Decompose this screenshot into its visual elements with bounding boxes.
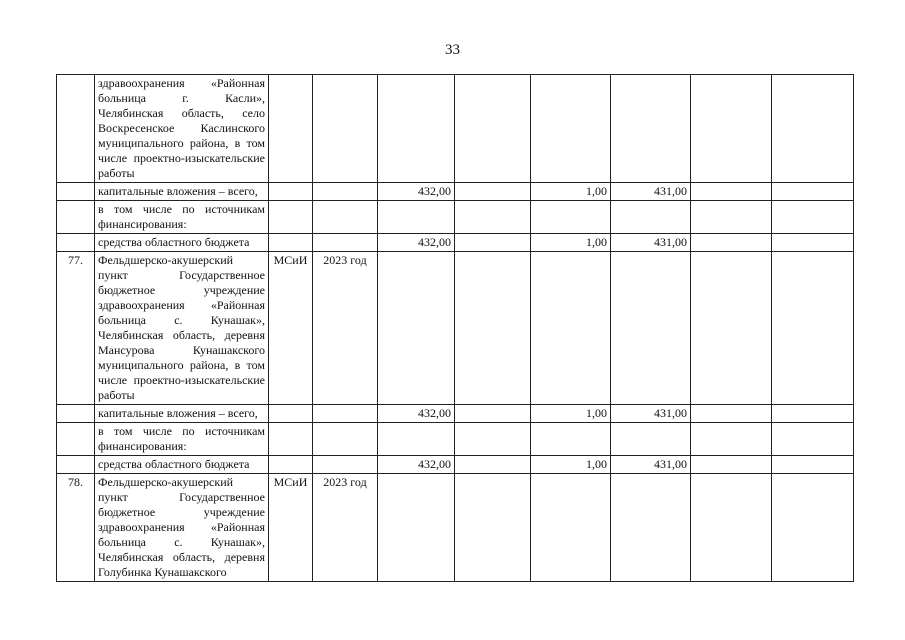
amount-col-6-cell: [611, 252, 691, 405]
amount-col-8-cell: [772, 474, 854, 582]
table-row: [57, 201, 854, 234]
responsible-org-cell: [269, 456, 313, 474]
year-cell: [313, 183, 378, 201]
amount-col-6-cell: 431,00: [611, 456, 691, 474]
row-number-cell: [57, 201, 95, 234]
object-name-cell: средства областного бюджета: [95, 234, 269, 252]
year-cell: [313, 75, 378, 183]
total-amount-cell: [378, 252, 455, 405]
table-row: [57, 474, 854, 582]
amount-col-6-cell: [611, 423, 691, 456]
page-number: 33: [445, 42, 460, 58]
amount-col-7-cell: [691, 474, 772, 582]
total-amount-cell: [378, 474, 455, 582]
responsible-org-cell: [269, 183, 313, 201]
amount-col-5-cell: 1,00: [531, 234, 611, 252]
amount-col-4-cell: [455, 456, 531, 474]
amount-col-7-cell: [691, 405, 772, 423]
table-body: [57, 75, 854, 582]
total-amount-cell: [378, 75, 455, 183]
amount-col-6-cell: [611, 201, 691, 234]
amount-col-8-cell: [772, 456, 854, 474]
amount-col-7-cell: [691, 456, 772, 474]
row-number-cell: [57, 405, 95, 423]
amount-col-4-cell: [455, 234, 531, 252]
amount-col-5-cell: [531, 423, 611, 456]
total-amount-cell: 432,00: [378, 456, 455, 474]
row-number-cell: 78.: [57, 474, 95, 582]
year-cell: [313, 423, 378, 456]
year-cell: [313, 405, 378, 423]
amount-col-7-cell: [691, 75, 772, 183]
object-name-cell: средства областного бюджета: [95, 456, 269, 474]
amount-col-4-cell: [455, 75, 531, 183]
amount-col-7-cell: [691, 423, 772, 456]
amount-col-5-cell: [531, 75, 611, 183]
amount-col-5-cell: 1,00: [531, 456, 611, 474]
amount-col-8-cell: [772, 423, 854, 456]
amount-col-4-cell: [455, 183, 531, 201]
row-number-cell: [57, 75, 95, 183]
total-amount-cell: 432,00: [378, 234, 455, 252]
object-name-cell: Фельдшерско-акушерский пункт Государственное бюджетное учреждение здравоохранения «Районная больница с. Кунашак», Челябинская область, деревня Мансурова Кунашакского муниципального района, в том числе проектно-изыскательские работы: [95, 252, 269, 405]
row-number-cell: 77.: [57, 252, 95, 405]
amount-col-5-cell: [531, 474, 611, 582]
responsible-org-cell: МСиИ: [269, 474, 313, 582]
row-number-cell: [57, 456, 95, 474]
amount-col-7-cell: [691, 201, 772, 234]
amount-col-4-cell: [455, 201, 531, 234]
total-amount-cell: 432,00: [378, 183, 455, 201]
amount-col-6-cell: [611, 474, 691, 582]
amount-col-8-cell: [772, 234, 854, 252]
amount-col-5-cell: [531, 201, 611, 234]
amount-col-6-cell: 431,00: [611, 183, 691, 201]
amount-col-8-cell: [772, 183, 854, 201]
object-name-cell: в том числе по источникам финансирования:: [95, 423, 269, 456]
row-number-cell: [57, 423, 95, 456]
table-row: [57, 456, 854, 474]
responsible-org-cell: [269, 423, 313, 456]
amount-col-8-cell: [772, 75, 854, 183]
amount-col-4-cell: [455, 252, 531, 405]
amount-col-7-cell: [691, 234, 772, 252]
responsible-org-cell: [269, 405, 313, 423]
amount-col-7-cell: [691, 252, 772, 405]
total-amount-cell: [378, 201, 455, 234]
table-row: [57, 423, 854, 456]
amount-col-7-cell: [691, 183, 772, 201]
year-cell: [313, 201, 378, 234]
amount-col-4-cell: [455, 423, 531, 456]
table-row: [57, 75, 854, 183]
amount-col-6-cell: 431,00: [611, 234, 691, 252]
amount-col-5-cell: 1,00: [531, 405, 611, 423]
amount-col-8-cell: [772, 201, 854, 234]
object-name-cell: капитальные вложения – всего,: [95, 183, 269, 201]
amount-col-4-cell: [455, 405, 531, 423]
responsible-org-cell: МСиИ: [269, 252, 313, 405]
total-amount-cell: [378, 423, 455, 456]
amount-col-4-cell: [455, 474, 531, 582]
amount-col-5-cell: [531, 252, 611, 405]
object-name-cell: в том числе по источникам финансирования:: [95, 201, 269, 234]
table-row: [57, 183, 854, 201]
total-amount-cell: 432,00: [378, 405, 455, 423]
responsible-org-cell: [269, 201, 313, 234]
year-cell: 2023 год: [313, 252, 378, 405]
object-name-cell: капитальные вложения – всего,: [95, 405, 269, 423]
amount-col-5-cell: 1,00: [531, 183, 611, 201]
amount-col-6-cell: 431,00: [611, 405, 691, 423]
year-cell: [313, 456, 378, 474]
row-number-cell: [57, 234, 95, 252]
table-row: [57, 405, 854, 423]
amount-col-8-cell: [772, 405, 854, 423]
row-number-cell: [57, 183, 95, 201]
object-name-cell: здравоохранения «Районная больница г. Касли», Челябинская область, село Воскресенское Каслинского муниципального района, в том числе проектно-изыскательские работы: [95, 75, 269, 183]
table-row: [57, 252, 854, 405]
amount-col-6-cell: [611, 75, 691, 183]
budget-table: [56, 74, 854, 582]
amount-col-8-cell: [772, 252, 854, 405]
responsible-org-cell: [269, 234, 313, 252]
year-cell: [313, 234, 378, 252]
table-row: [57, 234, 854, 252]
object-name-cell: Фельдшерско-акушерский пункт Государственное бюджетное учреждение здравоохранения «Районная больница с. Кунашак», Челябинская область, деревня Голубинка Кунашакского: [95, 474, 269, 582]
year-cell: 2023 год: [313, 474, 378, 582]
responsible-org-cell: [269, 75, 313, 183]
